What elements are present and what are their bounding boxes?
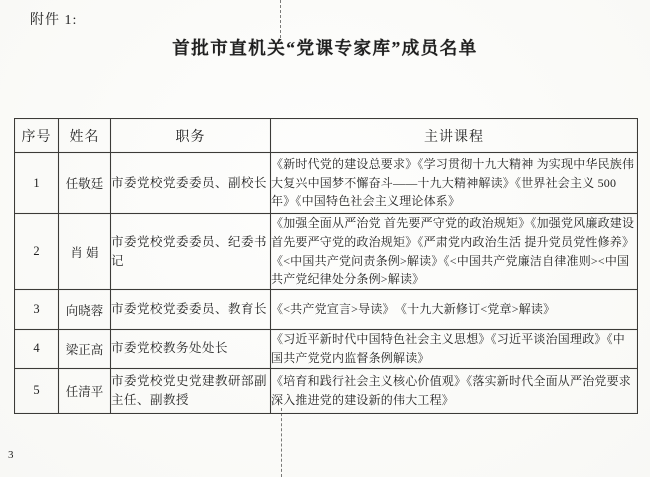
cell-position: 市委党校党委委员、纪委书记	[111, 214, 271, 290]
cell-member-name: 向晓蓉	[59, 290, 111, 330]
page-number: 3	[8, 449, 14, 461]
header-serial-number: 序号	[15, 119, 59, 153]
cell-serial-number: 3	[15, 290, 59, 330]
fold-crease-line-top	[280, 0, 281, 38]
table-row	[15, 153, 638, 214]
header-position: 职务	[111, 119, 271, 153]
cell-position: 市委党校党委委员、副校长	[111, 153, 271, 214]
header-courses: 主讲课程	[271, 119, 638, 153]
cell-serial-number: 2	[15, 214, 59, 290]
page-title: 首批市直机关“党课专家库”成员名单	[172, 38, 478, 58]
cell-member-name: 梁正高	[59, 330, 111, 369]
cell-courses: 《培育和践行社会主义核心价值观》《落实新时代全面从严治党要求 深入推进党的建设新的伟大工程》	[271, 368, 638, 413]
cell-member-name: 任清平	[59, 368, 111, 413]
cell-courses: 《新时代党的建设总要求》《学习贯彻十九大精神 为实现中华民族伟大复兴中国梦不懈奋斗——十九大精神解读》《世界社会主义 500 年》《中国特色社会主义理论体系》	[271, 153, 638, 214]
table-row	[15, 290, 638, 330]
cell-member-name: 肖 娟	[59, 214, 111, 290]
header-name: 姓名	[59, 119, 111, 153]
expert-roster-table	[14, 118, 638, 414]
cell-member-name: 任敬廷	[59, 153, 111, 214]
cell-serial-number: 4	[15, 330, 59, 369]
fold-crease-line-bottom	[281, 408, 282, 477]
attachment-label: 附件 1:	[30, 13, 78, 28]
table-header-row	[15, 119, 638, 153]
table-row	[15, 330, 638, 369]
cell-courses: 《<共产党宣言>导读》 《十九大新修订<党章>解读》	[271, 290, 638, 330]
table-row	[15, 368, 638, 413]
cell-position: 市委党校党委委员、教育长	[111, 290, 271, 330]
cell-serial-number: 5	[15, 368, 59, 413]
cell-courses: 《习近平新时代中国特色社会主义思想》《习近平谈治国理政》《中国共产党党内监督条例解读》	[271, 330, 638, 369]
cell-serial-number: 1	[15, 153, 59, 214]
cell-position: 市委党校党史党建教研部副主任、副教授	[111, 368, 271, 413]
cell-position: 市委党校教务处处长	[111, 330, 271, 369]
table-row	[15, 214, 638, 290]
cell-courses: 《加强全面从严治党 首先要严守党的政治规矩》《加强党风廉政建设 首先要严守党的政治规矩》《严肃党内政治生活 提升党员党性修养》《<中国共产党问责条例>解读》《<中国共产党廉洁自律准则><中国共产党纪律处分条例>解读》	[271, 214, 638, 290]
